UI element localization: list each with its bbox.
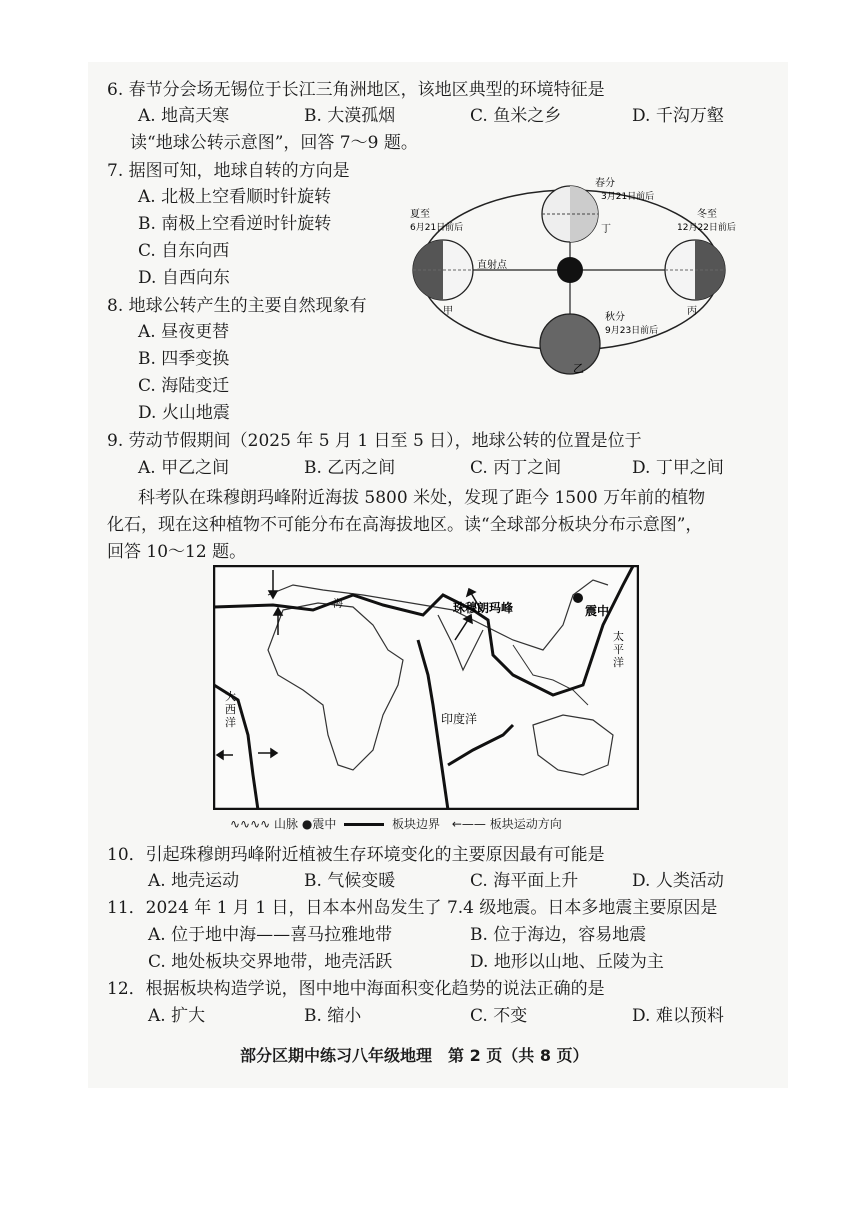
q12-option-c: C. 不变 [470,1006,528,1026]
q9-stem: 9. 劳动节假期间（2025 年 5 月 1 日至 5 日），地球公转的位置是位于 [107,431,642,451]
earth-summer-solstice [413,240,473,300]
q7-option-d: D. 自西向东 [138,268,230,288]
label-zhishedian: 直射点 [477,260,507,271]
q10-option-a: A. 地壳运动 [148,871,240,891]
label-qiufen-date: 9月23日前后 [605,326,659,336]
intro-10-12-line3: 回答 10～12 题。 [107,542,247,562]
label-taiping-2: 平 [613,643,624,656]
label-yi: 乙 [573,362,584,375]
label-jia: 甲 [443,306,453,317]
q10-stem: 10．引起珠穆朗玛峰附近植被生存环境变化的主要原因最有可能是 [107,845,605,865]
q11-option-d: D. 地形以山地、丘陵为主 [470,952,664,972]
legend-bankuai: 板块边界 [392,817,441,831]
q10-option-d: D. 人类活动 [632,871,724,891]
label-chunfen: 春分 [595,178,615,189]
label-bing: 丙 [687,306,697,317]
q6-option-b: B. 大漠孤烟 [304,106,396,126]
q7-option-c: C. 自东向西 [138,241,230,261]
q7-stem: 7. 据图可知，地球自转的方向是 [107,161,350,181]
q10-option-b: B. 气候变暖 [304,871,396,891]
map-legend [230,815,562,832]
label-chunfen-date: 3月21日前后 [601,192,655,202]
q7-option-a: A. 北极上空看顺时针旋转 [138,187,332,207]
intro-10-12-line2: 化石，现在这种植物不可能分布在高海拔地区。读“全球部分板块分布示意图”， [107,515,703,535]
label-dongzhi: 冬至 [697,209,717,220]
mountain-icon: ∿∿∿∿ [230,817,271,831]
page-footer: 部分区期中练习八年级地理 第 2 页（共 8 页） [240,1046,589,1065]
q11-option-a: A. 位于地中海——喜马拉雅地带 [148,925,393,945]
q8-stem: 8. 地球公转产生的主要自然现象有 [107,296,367,316]
legend-fangxiang: 板块运动方向 [489,817,562,831]
q8-option-d: D. 火山地震 [138,403,230,423]
q9-option-d: D. 丁甲之间 [632,458,724,478]
q12-option-d: D. 难以预料 [632,1006,724,1026]
q8-option-b: B. 四季变换 [138,349,230,369]
label-daxi-1: 大 [225,690,236,703]
q7-option-b: B. 南极上空看逆时针旋转 [138,214,332,234]
q8-option-c: C. 海陆变迁 [138,376,230,396]
arrow-left-icon: ←—— [451,817,486,831]
q10-option-c: C. 海平面上升 [470,871,579,891]
earth-winter-solstice [665,240,725,300]
q12-stem: 12．根据板块构造学说，图中地中海面积变化趋势的说法正确的是 [107,979,605,999]
intro-7-9: 读“地球公转示意图”，回答 7～9 题。 [130,133,418,153]
label-zhenzhong: 震中 [585,604,610,618]
label-zhufeng: 珠穆朗玛峰 [453,601,514,615]
boundary-line-icon [344,823,384,826]
q8-option-a: A. 昼夜更替 [138,322,230,342]
label-yindu: 印度洋 [441,712,478,726]
label-daxi-3: 洋 [225,716,236,729]
label-xiazhi: 夏至 [410,209,430,220]
legend-zhenzhong: ●震中 [301,817,337,831]
label-dongzhi-date: 12月22日前后 [677,223,736,233]
q12-option-b: B. 缩小 [304,1006,362,1026]
sun-icon [557,257,583,283]
label-taiping-3: 洋 [613,656,624,669]
earthquake-epicenter-icon [573,593,583,603]
q9-option-a: A. 甲乙之间 [138,458,230,478]
q11-option-c: C. 地处板块交界地带，地壳活跃 [148,952,393,972]
q12-option-a: A. 扩大 [148,1006,206,1026]
q6-option-a: A. 地高天寒 [138,106,230,126]
label-qiufen: 秋分 [605,312,625,323]
earth-autumn-equinox [540,314,600,374]
label-ding: 丁 [601,224,611,235]
label-xiazhi-date: 6月21日前后 [410,223,464,233]
q11-option-b: B. 位于海边，容易地震 [470,925,647,945]
earth-spring-equinox [542,186,598,242]
earth-orbit-diagram [405,172,755,377]
intro-10-12-line1: 科考队在珠穆朗玛峰附近海拔 5800 米处，发现了距今 1500 万年前的植物 [138,488,706,508]
q9-option-b: B. 乙丙之间 [304,458,396,478]
q9-option-c: C. 丙丁之间 [470,458,562,478]
q6-option-d: D. 千沟万壑 [632,106,724,126]
q6-option-c: C. 鱼米之乡 [470,106,562,126]
q11-stem: 11．2024 年 1 月 1 日，日本本州岛发生了 7.4 级地震。日本多地震主要原因是 [107,898,718,918]
label-daxi-2: 西 [225,703,236,716]
label-hai: 海 [333,599,343,610]
q6-stem: 6. 春节分会场无锡位于长江三角洲地区，该地区典型的环境特征是 [107,80,605,100]
legend-shanmai: 山脉 [274,817,299,831]
plate-boundary-map [213,565,639,810]
label-taiping-1: 太 [613,630,624,643]
